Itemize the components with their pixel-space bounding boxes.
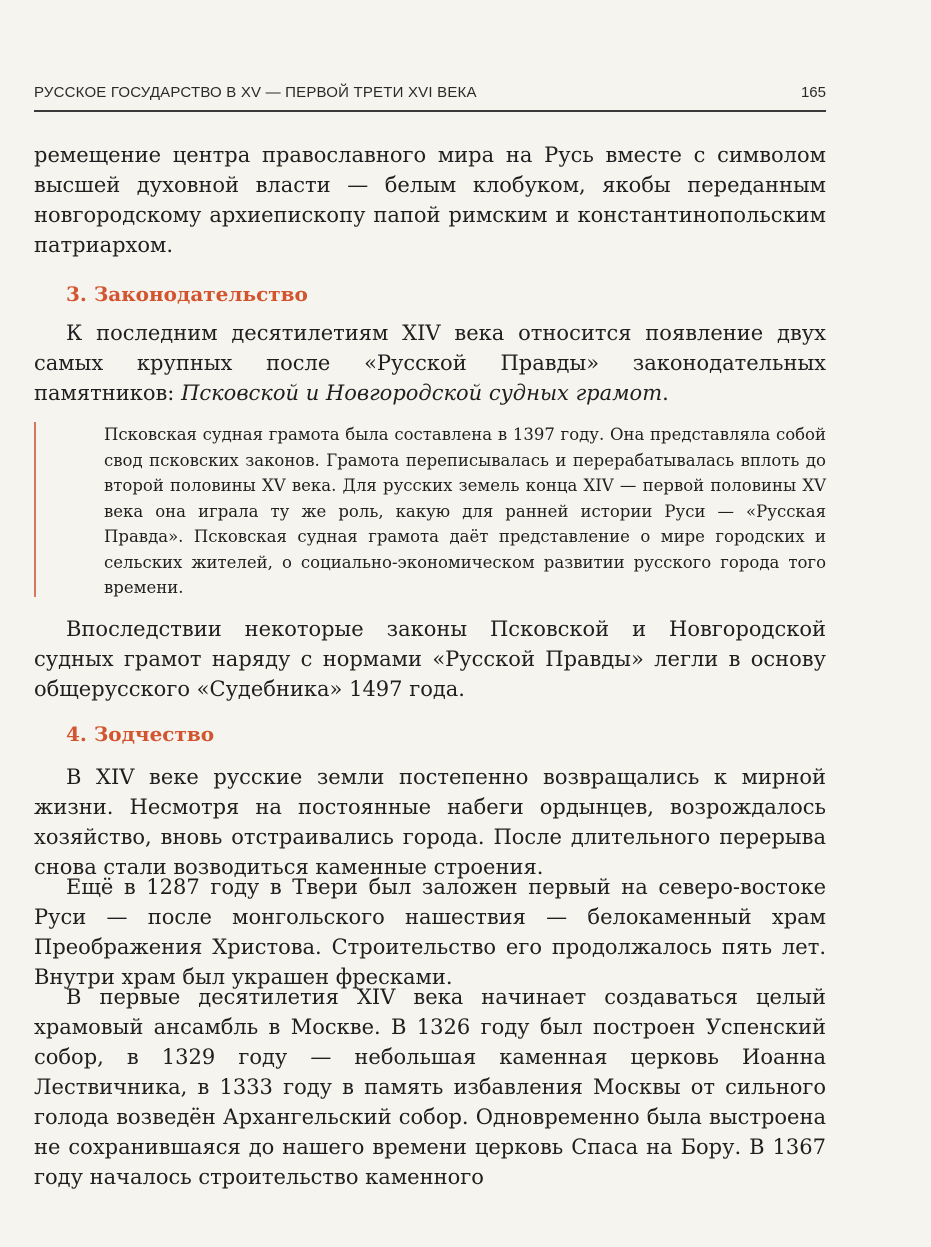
legislation-paragraph-1-italic: Псковской и Новгородской судных грамот [181, 381, 663, 405]
legislation-paragraph-1-end: . [662, 381, 669, 405]
architecture-paragraph-2: Ещё в 1287 году в Твери был заложен первый на северо-востоке Руси — после монгольского нашествия — белокаменный храм Преображения Христова. Строительство его продолжалось пять лет. Внутри храм был украшен фресками. [34, 875, 826, 989]
pskov-charter-note-text: Псковская судная грамота была составлена в 1397 году. Она представляла собой свод псковских законов. Грамота переписывалась и перерабатывалась вплоть до второй половины XV века. Для русских земель конца XIV — первой половины XV века она играла ту же роль, какую для ранней истории Руси — «Русская Правда». Псковская судная грамота даёт представление о мире городских и сельских жителей, о социально-экономическом развитии русского города того времени. [104, 425, 826, 597]
continuation-paragraph: ремещение центра православного мира на Русь вместе с символом высшей духовной власти — белым клобуком, якобы переданным новгородскому архиепископу папой римским и константинопольским патриархом. [34, 143, 826, 257]
running-title: РУССКОЕ ГОСУДАРСТВО В XV — ПЕРВОЙ ТРЕТИ XVI ВЕКА [34, 84, 477, 101]
architecture-paragraph-3: В первые десятилетия XIV века начинает создаваться целый храмовый ансамбль в Москве. В 1326 году был построен Успенский собор, в 1329 году — небольшая каменная церковь Иоанна Лествичника, в 1333 году в память избавления Москвы от сильного голода возведён Архангельский собор. Одновременно была выстроена не сохранившаяся до нашего времени церковь Спаса на Бору. В 1367 году началось строительство каменного [34, 985, 826, 1189]
legislation-paragraph-2: Впоследствии некоторые законы Псковской и Новгородской судных грамот наряду с нормами «Русской Правды» легли в основу общерусского «Судебника» 1497 года. [34, 617, 826, 701]
running-header [34, 84, 826, 112]
legislation-paragraph-1 [34, 318, 826, 408]
architecture-paragraph-1: В XIV веке русские земли постепенно возвращались к мирной жизни. Несмотря на постоянные набеги ордынцев, возрождалось хозяйство, вновь отстраивались города. После длительного перерыва снова стали возводиться каменные строения. [34, 765, 826, 879]
section-heading-architecture: 4. Зодчество [66, 722, 215, 746]
section-heading-legislation: 3. Законодательство [66, 282, 308, 306]
pskov-charter-note [34, 422, 828, 597]
legislation-paragraph-1-start: К последним десятилетиям XIV века относится появление двух самых крупных после «Русской Правды» законодательных памятников: [34, 321, 826, 405]
page-number: 165 [800, 84, 826, 101]
